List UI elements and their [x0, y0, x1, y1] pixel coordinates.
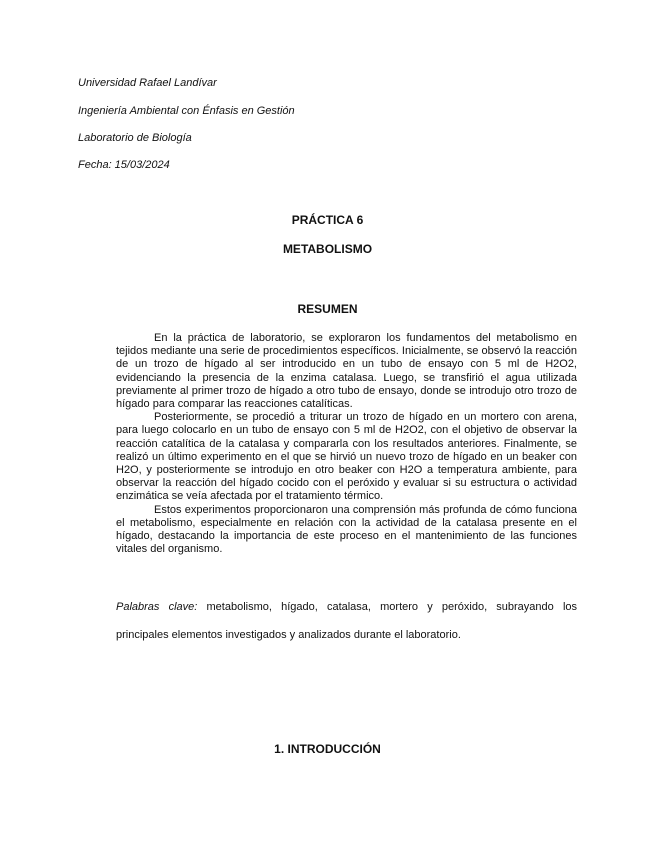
- practice-title: PRÁCTICA 6: [291, 213, 364, 227]
- abstract-body: [116, 332, 577, 556]
- university-name: Universidad Rafael Landívar: [78, 77, 217, 89]
- keywords-line-1: [116, 601, 577, 614]
- topic-title: METABOLISMO: [282, 242, 373, 256]
- abstract-paragraph-1: En la práctica de laboratorio, se exploraron los fundamentos del metabolismo en tejidos mediante una serie de procedimientos específicos. Inicialmente, se observó la reacción de un trozo de hígado al ser introducido en un tubo de ensayo con 5 ml de H2O2, evidenciando la presencia de la enzima catalasa. Luego, se transfirió el agua utilizada previamente al primer trozo de hígado a otro tubo de ensayo, donde se introdujo otro trozo de hígado para comparar las reacciones catalíticas.: [116, 332, 577, 411]
- keywords-line-2: principales elementos investigados y analizados durante el laboratorio.: [116, 629, 461, 641]
- abstract-paragraph-3: Estos experimentos proporcionaron una comprensión más profunda de cómo funciona el metabolismo, especialmente en relación con la actividad de la catalasa presente en el hígado, destacando la importancia de este proceso en el mantenimiento de las funciones vitales del organismo.: [116, 503, 577, 556]
- lab-name: Laboratorio de Biología: [78, 132, 192, 144]
- program-name: Ingeniería Ambiental con Énfasis en Gestión: [78, 105, 295, 117]
- keywords-label: Palabras clave:: [116, 601, 198, 613]
- keywords-list: metabolismo, hígado, catalasa, mortero y peróxido, subrayando los: [206, 601, 577, 613]
- keywords-block: [116, 601, 577, 642]
- report-date: Fecha: 15/03/2024: [78, 159, 170, 171]
- abstract-paragraph-2: Posteriormente, se procedió a triturar un trozo de hígado en un mortero con arena, para luego colocarlo en un tubo de ensayo con 5 ml de H2O2, con el objetivo de observar la reacción catalítica de la catalasa y compararla con los resultados anteriores. Finalmente, se realizó un último experimento en el que se hirvió un nuevo trozo de hígado en un beaker con H2O, y posteriormente se introdujo en otro beaker con H2O a temperatura ambiente, para observar la reacción del hígado cocido con el peróxido y evaluar si su estructura o actividad enzimática se veía afectada por el tratamiento térmico.: [116, 411, 577, 503]
- introduction-heading: 1. INTRODUCCIÓN: [274, 742, 381, 756]
- abstract-heading: RESUMEN: [297, 302, 358, 316]
